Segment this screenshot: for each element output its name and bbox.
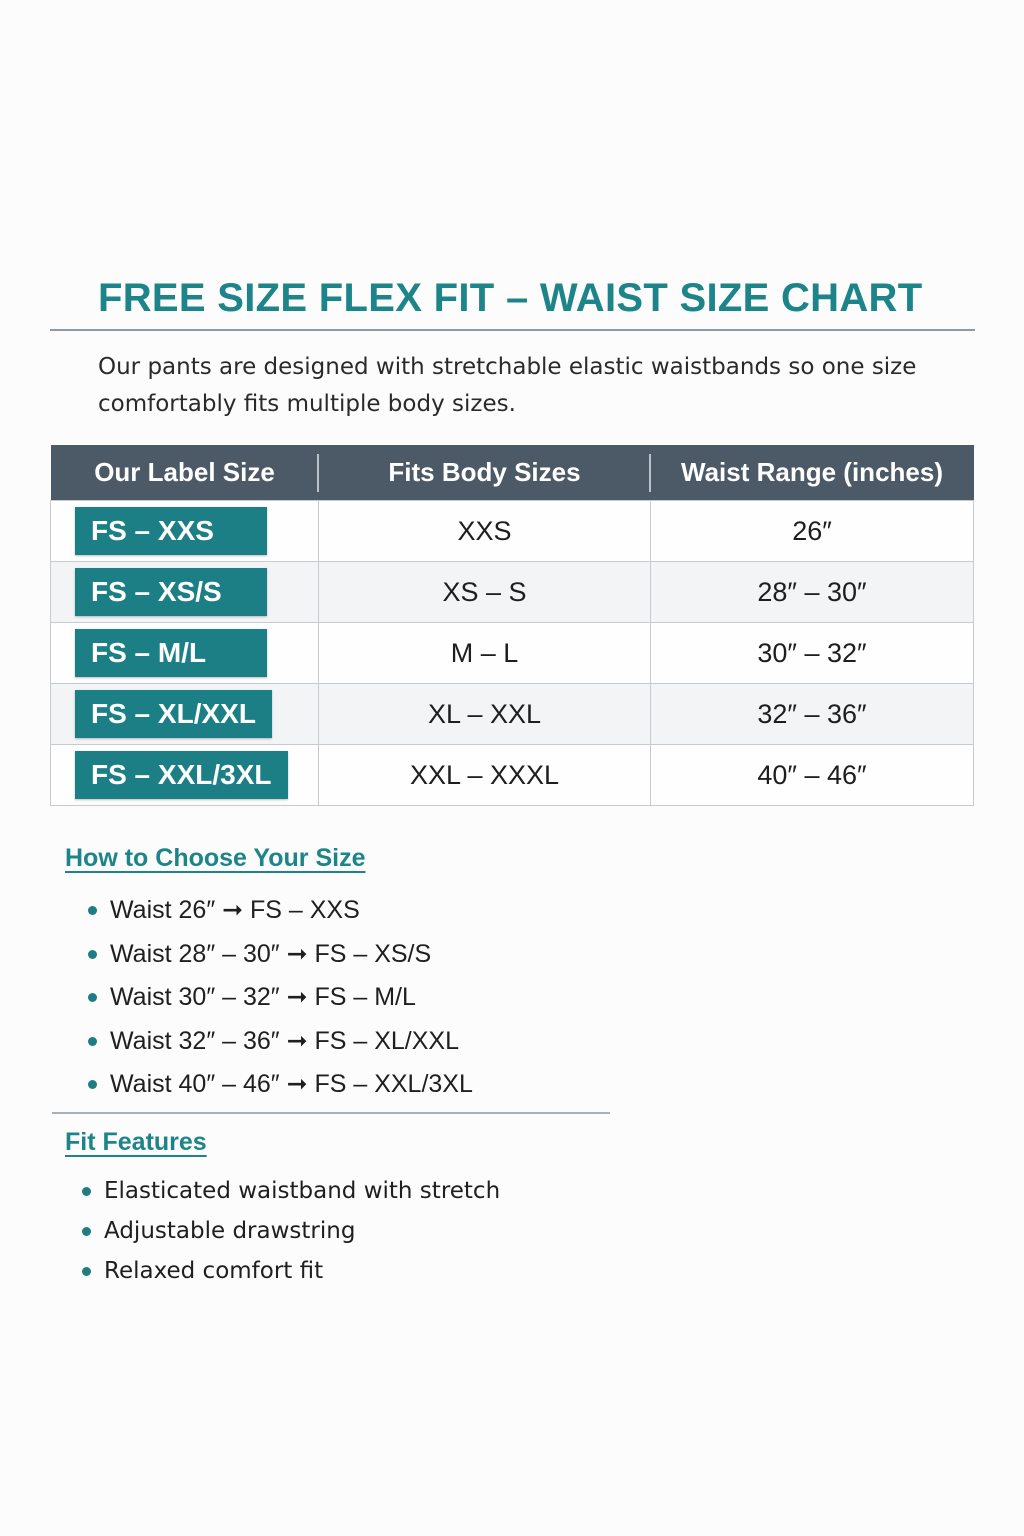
bullet-icon xyxy=(82,1227,91,1236)
title-divider xyxy=(50,329,975,331)
choose-size-list xyxy=(88,893,473,1111)
list-item: Waist 28″ – 30″ ➞ FS – XS/S xyxy=(88,937,473,981)
bullet-icon xyxy=(88,1080,97,1089)
list-item: Waist 30″ – 32″ ➞ FS – M/L xyxy=(88,980,473,1024)
label-size-cell xyxy=(51,684,319,745)
waist-range-cell: 32″ – 36″ xyxy=(651,684,974,745)
bullet-icon xyxy=(88,950,97,959)
waist-range-cell: 30″ – 32″ xyxy=(651,623,974,684)
bullet-icon xyxy=(88,906,97,915)
choose-size-heading: How to Choose Your Size xyxy=(65,844,366,872)
table-header-row xyxy=(51,445,974,501)
fit-features-heading: Fit Features xyxy=(65,1128,207,1156)
list-item: Relaxed comfort fit xyxy=(82,1255,500,1295)
label-size-badge: FS – XXL/3XL xyxy=(75,751,288,799)
size-chart-table xyxy=(50,445,974,806)
bullet-icon xyxy=(82,1267,91,1276)
body-size-cell: XS – S xyxy=(319,562,651,623)
list-item: Elasticated waistband with stretch xyxy=(82,1175,500,1215)
body-size-cell: XXL – XXXL xyxy=(319,745,651,806)
table-row xyxy=(51,684,974,745)
label-size-cell xyxy=(51,745,319,806)
body-size-cell: XXS xyxy=(319,501,651,562)
label-size-cell xyxy=(51,501,319,562)
list-item: Waist 32″ – 36″ ➞ FS – XL/XXL xyxy=(88,1024,473,1068)
body-size-cell: XL – XXL xyxy=(319,684,651,745)
table-row xyxy=(51,562,974,623)
list-item: Waist 40″ – 46″ ➞ FS – XXL/3XL xyxy=(88,1067,473,1111)
section-divider xyxy=(52,1112,610,1114)
fit-features-list xyxy=(82,1175,500,1295)
waist-range-cell: 26″ xyxy=(651,501,974,562)
table-row xyxy=(51,745,974,806)
intro-text: Our pants are designed with stretchable elastic waistbands so one size comfortably fits multiple body sizes. xyxy=(98,354,917,417)
label-size-badge: FS – XS/S xyxy=(75,568,267,616)
table-row xyxy=(51,501,974,562)
header-waist-range: Waist Range (inches) xyxy=(651,445,974,501)
waist-range-cell: 28″ – 30″ xyxy=(651,562,974,623)
bullet-icon xyxy=(88,1037,97,1046)
list-item: Waist 26″ ➞ FS – XXS xyxy=(88,893,473,937)
header-label-size: Our Label Size xyxy=(51,445,319,501)
label-size-cell xyxy=(51,623,319,684)
list-item: Adjustable drawstring xyxy=(82,1215,500,1255)
label-size-badge: FS – XL/XXL xyxy=(75,690,272,738)
bullet-icon xyxy=(88,993,97,1002)
bullet-icon xyxy=(82,1187,91,1196)
label-size-badge: FS – M/L xyxy=(75,629,267,677)
label-size-badge: FS – XXS xyxy=(75,507,267,555)
waist-range-cell: 40″ – 46″ xyxy=(651,745,974,806)
body-size-cell: M – L xyxy=(319,623,651,684)
label-size-cell xyxy=(51,562,319,623)
table-row xyxy=(51,623,974,684)
header-body-sizes: Fits Body Sizes xyxy=(319,445,651,501)
page-title: FREE SIZE FLEX FIT – WAIST SIZE CHART xyxy=(98,276,923,320)
